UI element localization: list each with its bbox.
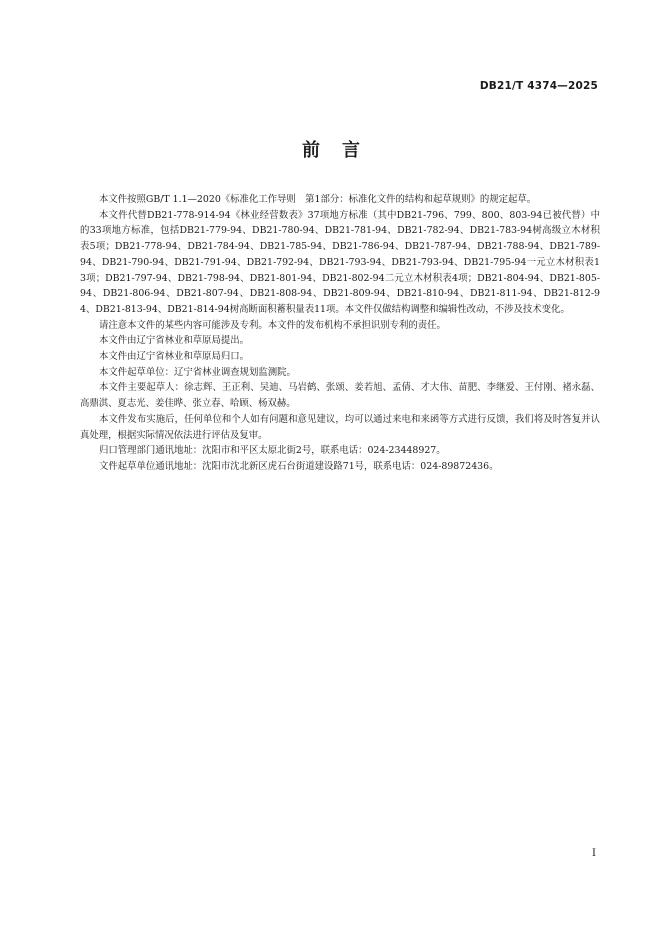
paragraph-proposer: 本文件由辽宁省林业和草原局提出。 [99, 335, 250, 347]
page-title: 前言 [302, 140, 382, 161]
foreword-body [80, 192, 600, 475]
paragraph-replacement: 本文件代替DB21-778-914-94《林业经营数表》37项地方标准（其中DB21-796、799、800、803-94已被代替）中的33项地方标准，包括DB21-779-94、DB21-780-94、DB21-781-94、DB21-782-94、DB21-783-94树高级立木材积表5项；DB21-778-94、DB21-784-94、DB21-785-94、DB21-786-94、DB21-787-94、DB21-788-94、DB21-789-94、DB21-790-94、DB21-791-94、DB21-792-94、DB21-793-94、DB21-793-94、DB21-795-94一元立木材积表13项；DB21-797-94、DB21-798-94、DB21-801-94、DB21-802-94二元立木材积表4项；DB21-804-94、DB21-805-94、DB21-806-94、DB21-807-94、DB21-808-94、DB21-809-94、DB21-810-94、DB21-811-94、DB21-812-94、DB21-813-94、DB21-814-94树高断面积蓄积量表11项。本文件仅做结构调整和编辑性改动，不涉及技术变化。 [80, 209, 600, 315]
paragraph-admin-address: 归口管理部门通讯地址：沈阳市和平区太原北街2号，联系电话：024-23448927。 [99, 445, 446, 457]
document-code: DB21/T 4374—2025 [479, 80, 598, 92]
page-number: I [592, 848, 596, 859]
paragraph-feedback: 本文件发布实施后，任何单位和个人如有问题和意见建议，均可以通过来电和来函等方式进行反馈，我们将及时答复并认真处理，根据实际情况依法进行评估及复审。 [80, 413, 600, 441]
paragraph-centralized: 本文件由辽宁省林业和草原局归口。 [99, 351, 250, 363]
paragraph-drafting-unit: 本文件起草单位：辽宁省林业调查规划监测院。 [99, 366, 296, 378]
paragraph-patent-notice: 请注意本文件的某些内容可能涉及专利。本文件的发布机构不承担识别专利的责任。 [99, 319, 446, 331]
paragraph-drafters: 本文件主要起草人：徐志辉、王正利、吴迪、马岩鹤、张颂、姜若旭、孟倩、才大伟、苗肥、李继爱、王付刚、褚永磊、高鼎淇、夏志光、姜佳晔、张立春、哈顾、杨双赫。 [80, 382, 600, 410]
paragraph-drafting-rules: 本文件按照GB/T 1.1—2020《标准化工作导则 第1部分：标准化文件的结构和起草规则》的规定起草。 [99, 194, 537, 205]
paragraph-drafter-address: 文件起草单位通讯地址：沈阳市沈北新区虎石台街道建设路71号，联系电话：024-89872436。 [99, 460, 499, 472]
